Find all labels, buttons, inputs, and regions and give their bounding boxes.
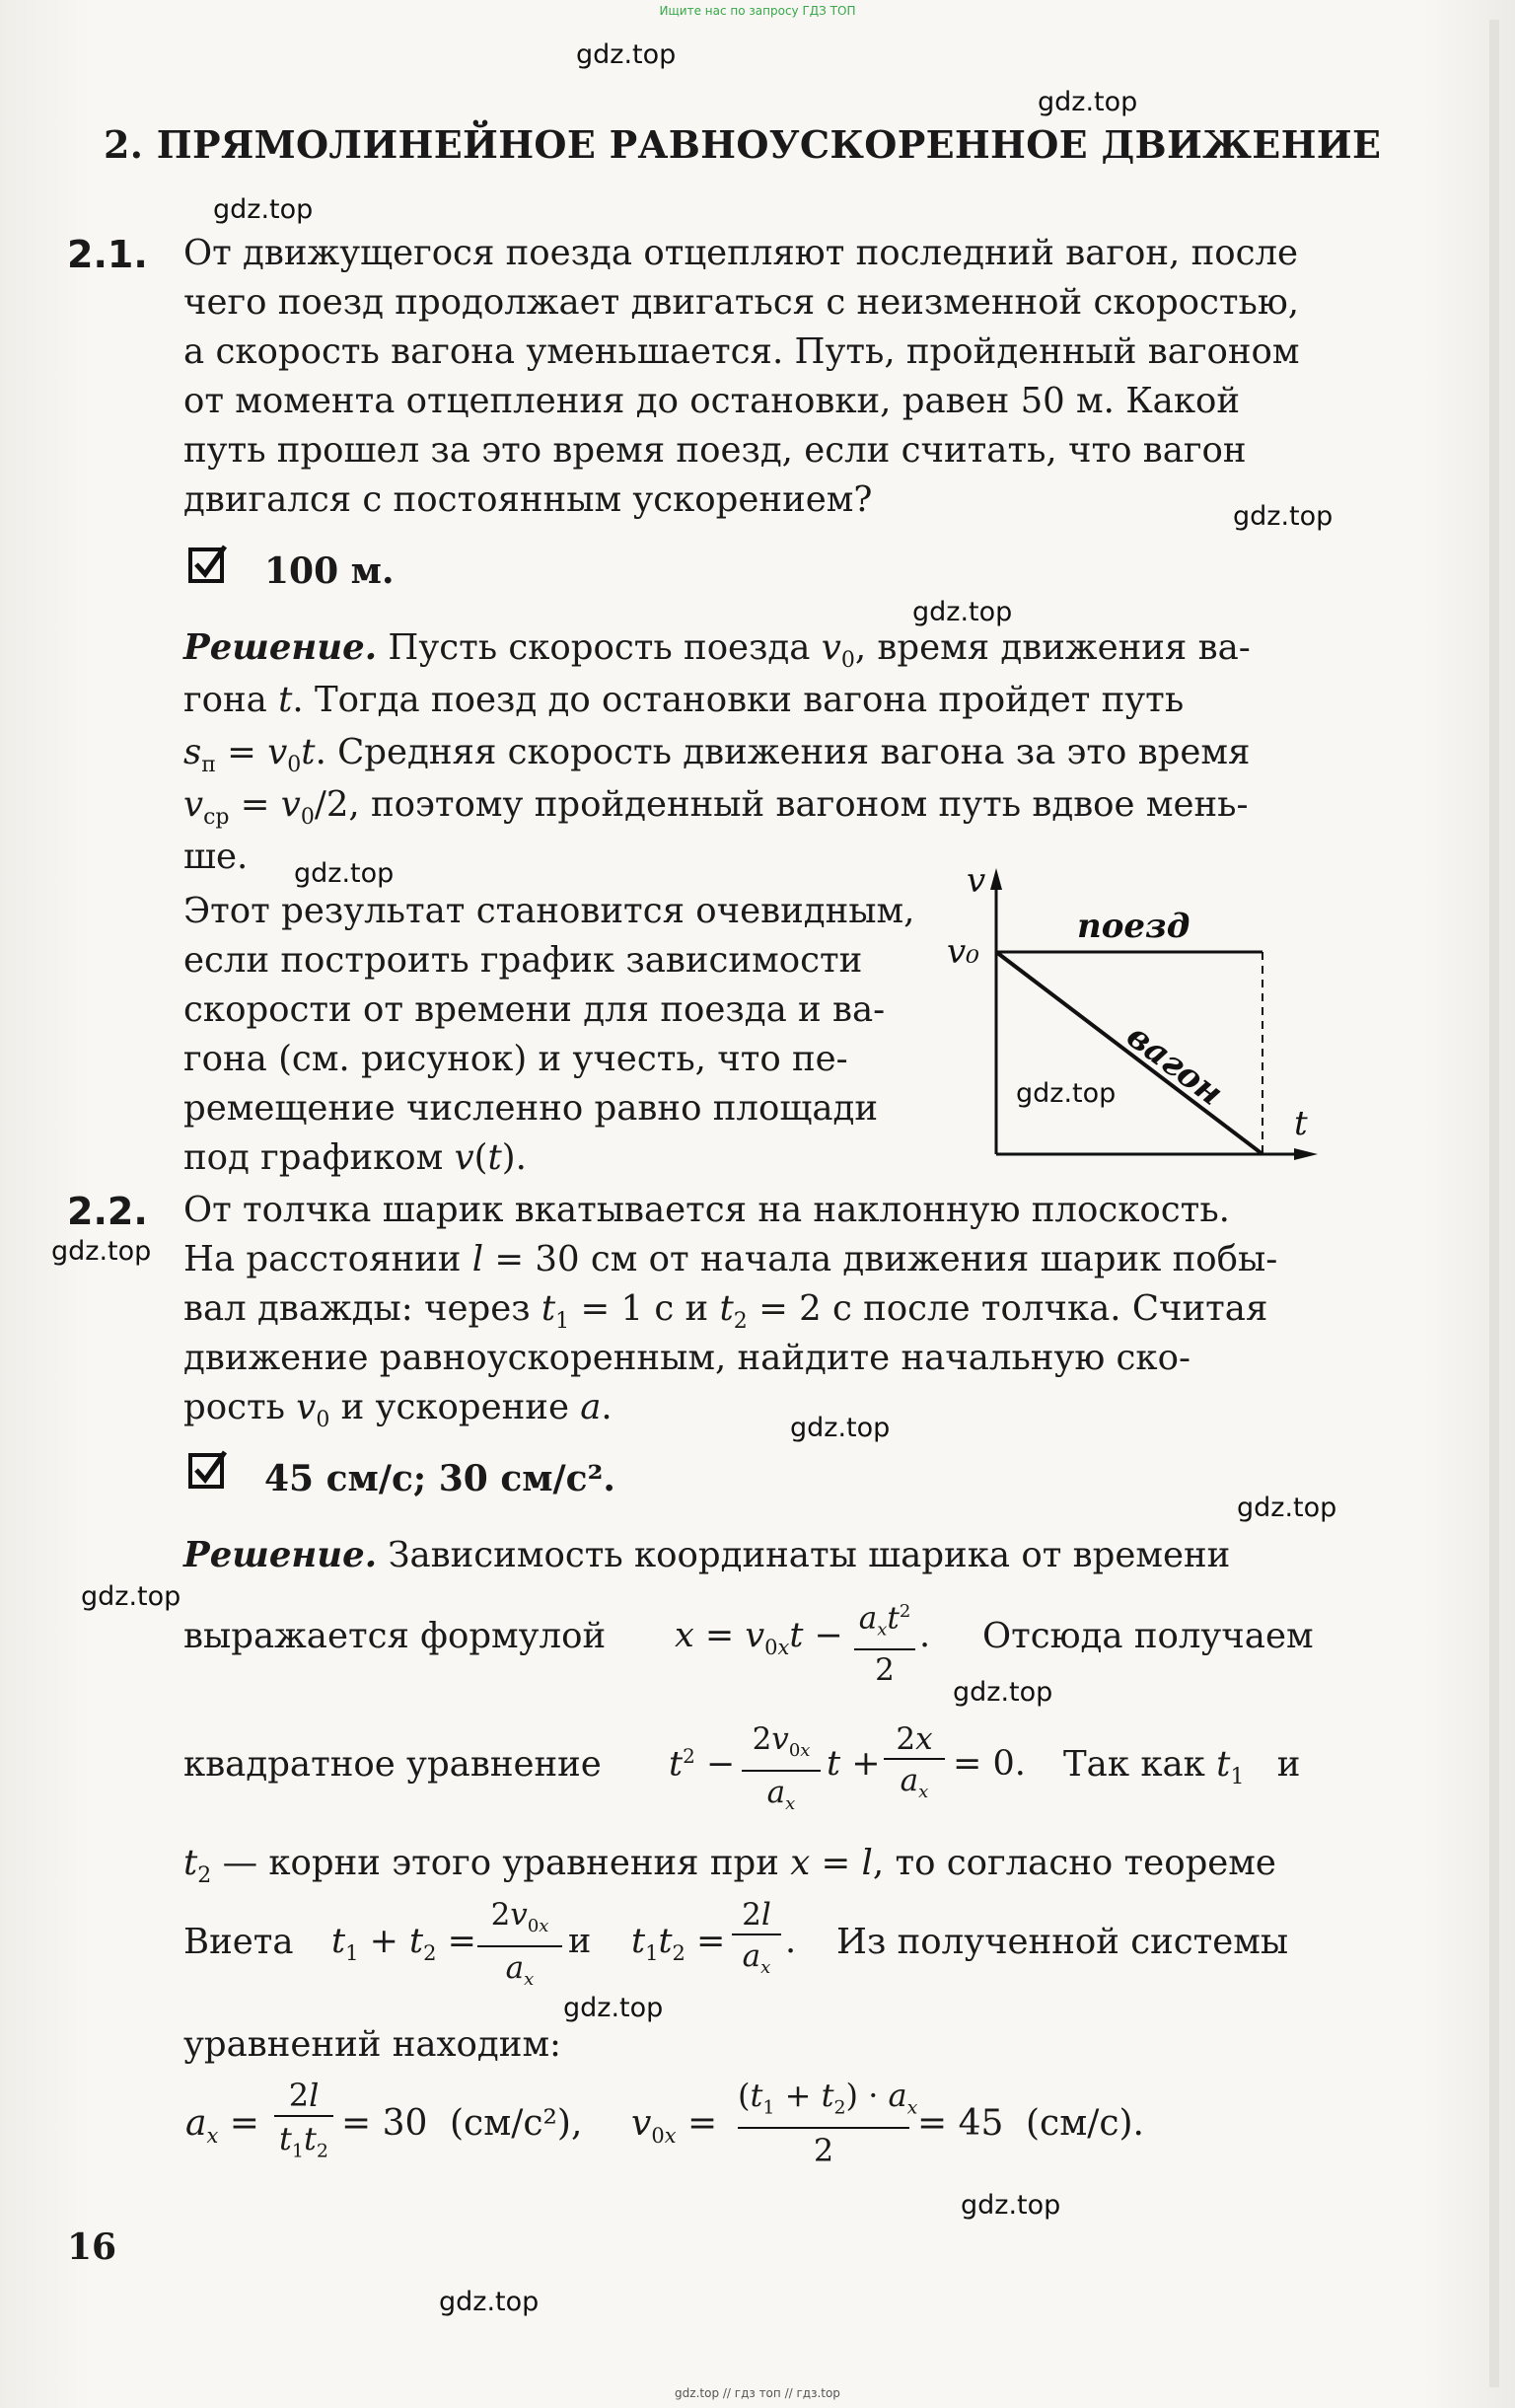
solution-line: если построить график зависимости bbox=[183, 940, 863, 981]
top-ad-text[interactable]: Ищите нас по запросу ГДЗ ТОП bbox=[659, 4, 856, 18]
checkbox-icon bbox=[187, 1450, 227, 1490]
watermark: gdz.top bbox=[1237, 1493, 1337, 1523]
velocity-time-graph bbox=[947, 858, 1322, 1164]
bottom-ad-text[interactable]: gdz.top // гдз топ // гдз.top bbox=[675, 2386, 840, 2400]
t-axis-label: t bbox=[1294, 1104, 1308, 1143]
solution-line: ремещение численно равно площади bbox=[183, 1088, 879, 1129]
solution-line: уравнений находим: bbox=[183, 2024, 562, 2065]
solution-line: гона (см. рисунок) и учесть, что пе- bbox=[183, 1039, 848, 1079]
problem-text-line: двигался с постоянным ускорением? bbox=[183, 479, 873, 520]
problem-text-line: а скорость вагона уменьшается. Путь, пройденный вагоном bbox=[183, 331, 1300, 372]
v-axis-label: v bbox=[967, 861, 986, 901]
problem-number: 2.2. bbox=[67, 1190, 148, 1233]
page-edge bbox=[1489, 20, 1499, 2387]
problem-text-line: От толчка шарик вкатывается на наклонную плоскость. bbox=[183, 1190, 1230, 1230]
v-axis-arrow bbox=[990, 868, 1002, 890]
solution-line: Так как $t_1$ и bbox=[1063, 1744, 1301, 1790]
solution-line: гона t. Тогда поезд до остановки вагона пройдет путь bbox=[183, 680, 1185, 720]
answer: 100 м. bbox=[264, 550, 395, 592]
watermark: gdz.top bbox=[439, 2287, 540, 2317]
textbook-page: Ищите нас по запросу ГДЗ ТОП gdz.top gdz.top gdz.top gdz.top gdz.top gdz.top gdz.top gdz.top gdz.top gdz.top gdz.top gdz.top gdz.top gdz.top gdz.top 2. ПРЯМОЛИНЕЙНОЕ РАВНОУСКОРЕННОЕ ДВИЖЕНИЕ 2.1. От движущегося поезда отцепляют последний вагон, после чего поезд продолжает двигаться с неизменной скоростью, а скорость вагона уменьшается. Путь, пройденный вагоном от момента отцепления до остановки, равен 50 м. Какой путь прошел за это время поезд, если считать, что вагон двигался с постоянным ускорением? 100 м. Решение. Пусть скорость поезда $v_0$, время движения ва- гона t. Тогда поезд до остановки вагона пройдет путь $s_п = v_0t$. Средняя скорость движения вагона за это время $v_{ср} = v_0/2$, поэтому пройденный вагоном путь вдвое мень- ше. Этот результат становится очевидным, если построить график зависимости скорости от времени для поезда и ва- гона (см. рисунок) и учесть, что пе- ремещение численно равно площади под графиком v(t). поезд вагон v v₀ t 2.2. От толчка шарик вкатывается на наклонную плоскость. На расстоянии l = 30 см от начала движения шарик побы- вал дважды: через $t_1 = 1$ с и $t_2 = 2$ с после толчка. Считая движение равноускоренным, найдите начальную ско- рость $v_0$ и ускорение a. 45 см/с; 30 см/с². Решение. Зависимость координаты шарика от времени выражается формулой $x = v_{0x}t$ − $a_xt^2$ 2 . Отсюда получаем квадратное уравнение $t^2$ − $2v_{0x}$ $a_x$ t + 2x $a_x$ = 0. Так как $t_1$ и $t_2$ — корни этого уравнения при x = l, то согласно теореме Виета $t_1 + t_2$ = $2v_{0x}$ $a_x$ и $t_1t_2$ = 2l $a_x$ . Из полученной системы уравнений находим: $a_x$ = 2l $t_1t_2$ = 30 (см/с²), $v_{0x}$ = $(t_1 + t_2) \cdot a_x$ 2 = 45 (см/с). 16 gdz.top // гдз топ // гдз.top bbox=[0, 0, 1515, 2408]
section-heading: 2. ПРЯМОЛИНЕЙНОЕ РАВНОУСКОРЕННОЕ ДВИЖЕНИЕ bbox=[104, 122, 1382, 167]
answer: 45 см/с; 30 см/с². bbox=[264, 1458, 615, 1499]
problem-text-line: от момента отцепления до остановки, равен 50 м. Какой bbox=[183, 381, 1241, 421]
problem-number: 2.1. bbox=[67, 233, 148, 276]
watermark: gdz.top bbox=[51, 1236, 152, 1267]
solution-line: ше. bbox=[183, 837, 249, 877]
problem-text-line: чего поезд продолжает двигаться с неизменной скоростью, bbox=[183, 282, 1300, 323]
watermark: gdz.top bbox=[81, 1581, 181, 1612]
solution-line: $t_2$ — корни этого уравнения при x = l, то согласно теореме bbox=[183, 1843, 1276, 1889]
problem-text-line: рость $v_0$ и ускорение a. bbox=[183, 1387, 613, 1433]
watermark: gdz.top bbox=[294, 858, 395, 889]
solution-line: выражается формулой bbox=[183, 1616, 607, 1656]
solution-line: Виета bbox=[183, 1922, 294, 1962]
t-axis-arrow bbox=[1294, 1148, 1318, 1160]
solution-line: квадратное уравнение bbox=[183, 1744, 602, 1785]
solution-line: Из полученной системы bbox=[836, 1922, 1289, 1962]
watermark: gdz.top bbox=[953, 1677, 1053, 1708]
solution-line: Отсюда получаем bbox=[982, 1616, 1314, 1656]
wagon-label: вагон bbox=[1118, 1016, 1231, 1114]
solution-line: под графиком v(t). bbox=[183, 1137, 527, 1178]
solution-line: Решение. Зависимость координаты шарика от времени bbox=[183, 1535, 1231, 1575]
page-number: 16 bbox=[67, 2226, 117, 2268]
watermark: gdz.top bbox=[1233, 501, 1334, 532]
watermark: gdz.top bbox=[790, 1413, 891, 1443]
problem-text-line: вал дважды: через $t_1 = 1$ с и $t_2 = 2$ с после толчка. Считая bbox=[183, 1288, 1268, 1335]
solution-line: $s_п = v_0t$. Средняя скорость движения вагона за это время bbox=[183, 732, 1251, 778]
train-label: поезд bbox=[1077, 907, 1190, 946]
watermark: gdz.top bbox=[213, 194, 314, 225]
solution-line: Этот результат становится очевидным, bbox=[183, 891, 915, 931]
solution-line: $v_{ср} = v_0/2$, поэтому пройденный вагоном путь вдвое мень- bbox=[183, 784, 1249, 831]
solution-line: Решение. Пусть скорость поезда $v_0$, время движения ва- bbox=[183, 627, 1251, 674]
watermark: gdz.top bbox=[1016, 1078, 1117, 1109]
checkbox-icon bbox=[187, 545, 227, 584]
solution-line: скорости от времени для поезда и ва- bbox=[183, 989, 886, 1030]
watermark: gdz.top bbox=[912, 597, 1013, 627]
watermark: gdz.top bbox=[576, 39, 677, 70]
problem-text-line: движение равноускоренным, найдите начальную ско- bbox=[183, 1338, 1190, 1378]
problem-text-line: На расстоянии l = 30 см от начала движения шарик побы- bbox=[183, 1239, 1278, 1279]
watermark: gdz.top bbox=[961, 2190, 1061, 2221]
problem-text-line: От движущегося поезда отцепляют последний вагон, после bbox=[183, 233, 1299, 273]
v0-label: v₀ bbox=[947, 932, 979, 972]
watermark: gdz.top bbox=[1038, 87, 1138, 117]
watermark: gdz.top bbox=[563, 1993, 664, 2023]
problem-text-line: путь прошел за это время поезд, если считать, что вагон bbox=[183, 430, 1247, 471]
